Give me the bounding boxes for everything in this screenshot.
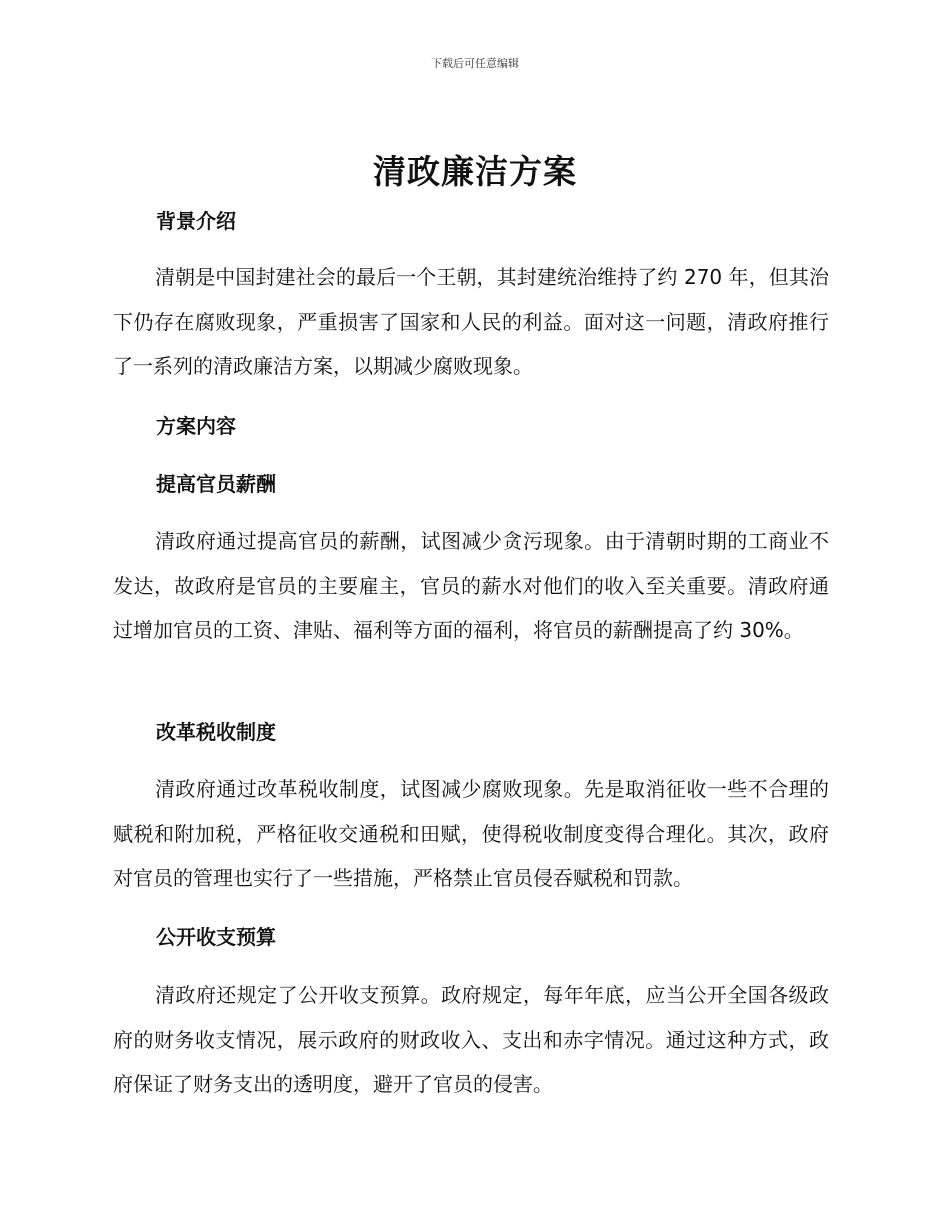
background-heading: 背景介绍 <box>156 209 236 233</box>
salary-heading: 提高官员薪酬 <box>156 472 276 496</box>
document-title: 清政廉洁方案 <box>373 152 577 191</box>
salary-paragraph: 清政府通过提高官员的薪酬，试图减少贪污现象。由于清朝时期的工商业不发达，故政府是官员的主要雇主，官员的薪水对他们的收入至关重要。清政府通过增加官员的工资、津贴、福利等方面的福利，将官员的薪酬提高了约 30%。 <box>113 529 829 642</box>
budget-heading: 公开收支预算 <box>156 925 276 949</box>
budget-paragraph: 清政府还规定了公开收支预算。政府规定，每年年底，应当公开全国各级政府的财务收支情况，展示政府的财政收入、支出和赤字情况。通过这种方式，政府保证了财务支出的透明度，避开了官员的侵害。 <box>113 983 829 1096</box>
tax-heading: 改革税收制度 <box>156 720 276 744</box>
header-note: 下载后可任意编辑 <box>431 57 519 70</box>
background-paragraph: 清朝是中国封建社会的最后一个王朝，其封建统治维持了约 270 年，但其治下仍存在腐败现象，严重损害了国家和人民的利益。面对这一问题，清政府推行了一系列的清政廉洁方案，以期减少腐败现象。 <box>113 265 829 378</box>
plan-heading: 方案内容 <box>156 414 236 438</box>
tax-paragraph: 清政府通过改革税收制度，试图减少腐败现象。先是取消征收一些不合理的赋税和附加税，严格征收交通税和田赋，使得税收制度变得合理化。其次，政府对官员的管理也实行了一些措施，严格禁止官员侵吞赋税和罚款。 <box>113 777 829 890</box>
